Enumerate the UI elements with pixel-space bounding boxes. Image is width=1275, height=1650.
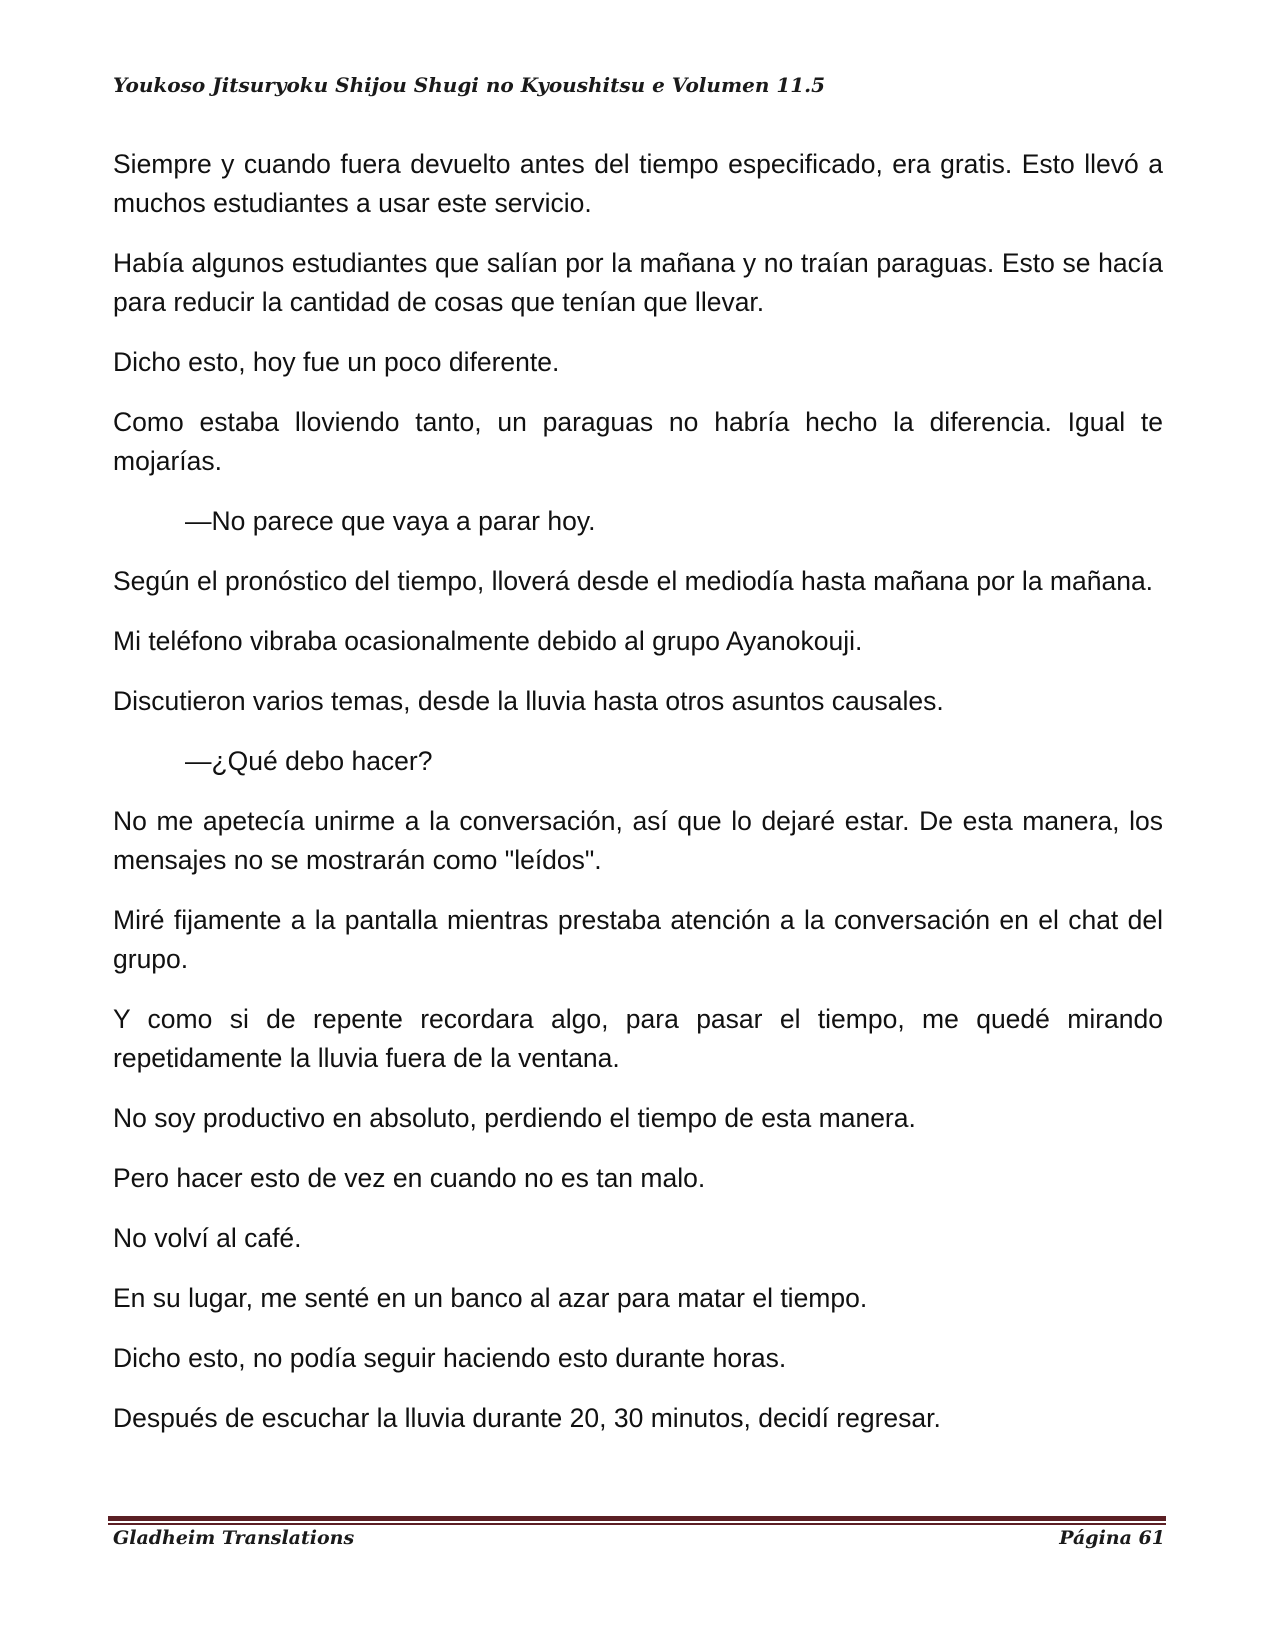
paragraph: No soy productivo en absoluto, perdiendo el tiempo de esta manera. [113,1103,916,1133]
paragraph: Mi teléfono vibraba ocasionalmente debido al grupo Ayanokouji. [113,626,863,656]
page-body [113,145,1163,1459]
paragraph: Miré fijamente a la pantalla mientras prestaba atención a la conversación en el chat del grupo. [113,905,1163,974]
paragraph: No me apetecía unirme a la conversación, así que lo dejaré estar. De esta manera, los mensajes no se mostrarán como "leídos". [113,806,1163,875]
footer-divider-thin [108,1523,1166,1525]
paragraph: Como estaba lloviendo tanto, un paraguas no habría hecho la diferencia. Igual te mojarías. [113,407,1163,476]
paragraph: Según el pronóstico del tiempo, lloverá desde el mediodía hasta mañana por la mañana. [113,566,1154,596]
paragraph: Y como si de repente recordara algo, para pasar el tiempo, me quedé mirando repetidamente la lluvia fuera de la ventana. [113,1004,1163,1073]
paragraph: Dicho esto, no podía seguir haciendo esto durante horas. [113,1343,787,1373]
paragraph: Pero hacer esto de vez en cuando no es tan malo. [113,1163,706,1193]
paragraph: Dicho esto, hoy fue un poco diferente. [113,347,560,377]
paragraph: Había algunos estudiantes que salían por la mañana y no traían paraguas. Esto se hacía para reducir la cantidad de cosas que tenían que llevar. [113,248,1163,317]
paragraph: Después de escuchar la lluvia durante 20, 30 minutos, decidí regresar. [113,1403,941,1433]
paragraph: En su lugar, me senté en un banco al azar para matar el tiempo. [113,1283,868,1313]
paragraph: Siempre y cuando fuera devuelto antes del tiempo especificado, era gratis. Esto llevó a muchos estudiantes a usar este servicio. [113,149,1163,218]
page-header-title: Youkoso Jitsuryoku Shijou Shugi no Kyoushitsu e Volumen 11.5 [113,73,826,97]
paragraph: No volví al café. [113,1223,302,1253]
footer-divider-thick [108,1516,1166,1521]
footer-page-number: Página 61 [1059,1527,1165,1549]
footer-translator: Gladheim Translations [113,1527,355,1549]
dialogue-line: —No parece que vaya a parar hoy. [185,506,596,536]
footer-divider [108,1516,1166,1525]
paragraph: Discutieron varios temas, desde la lluvia hasta otros asuntos causales. [113,686,944,716]
dialogue-line: —¿Qué debo hacer? [185,746,433,776]
